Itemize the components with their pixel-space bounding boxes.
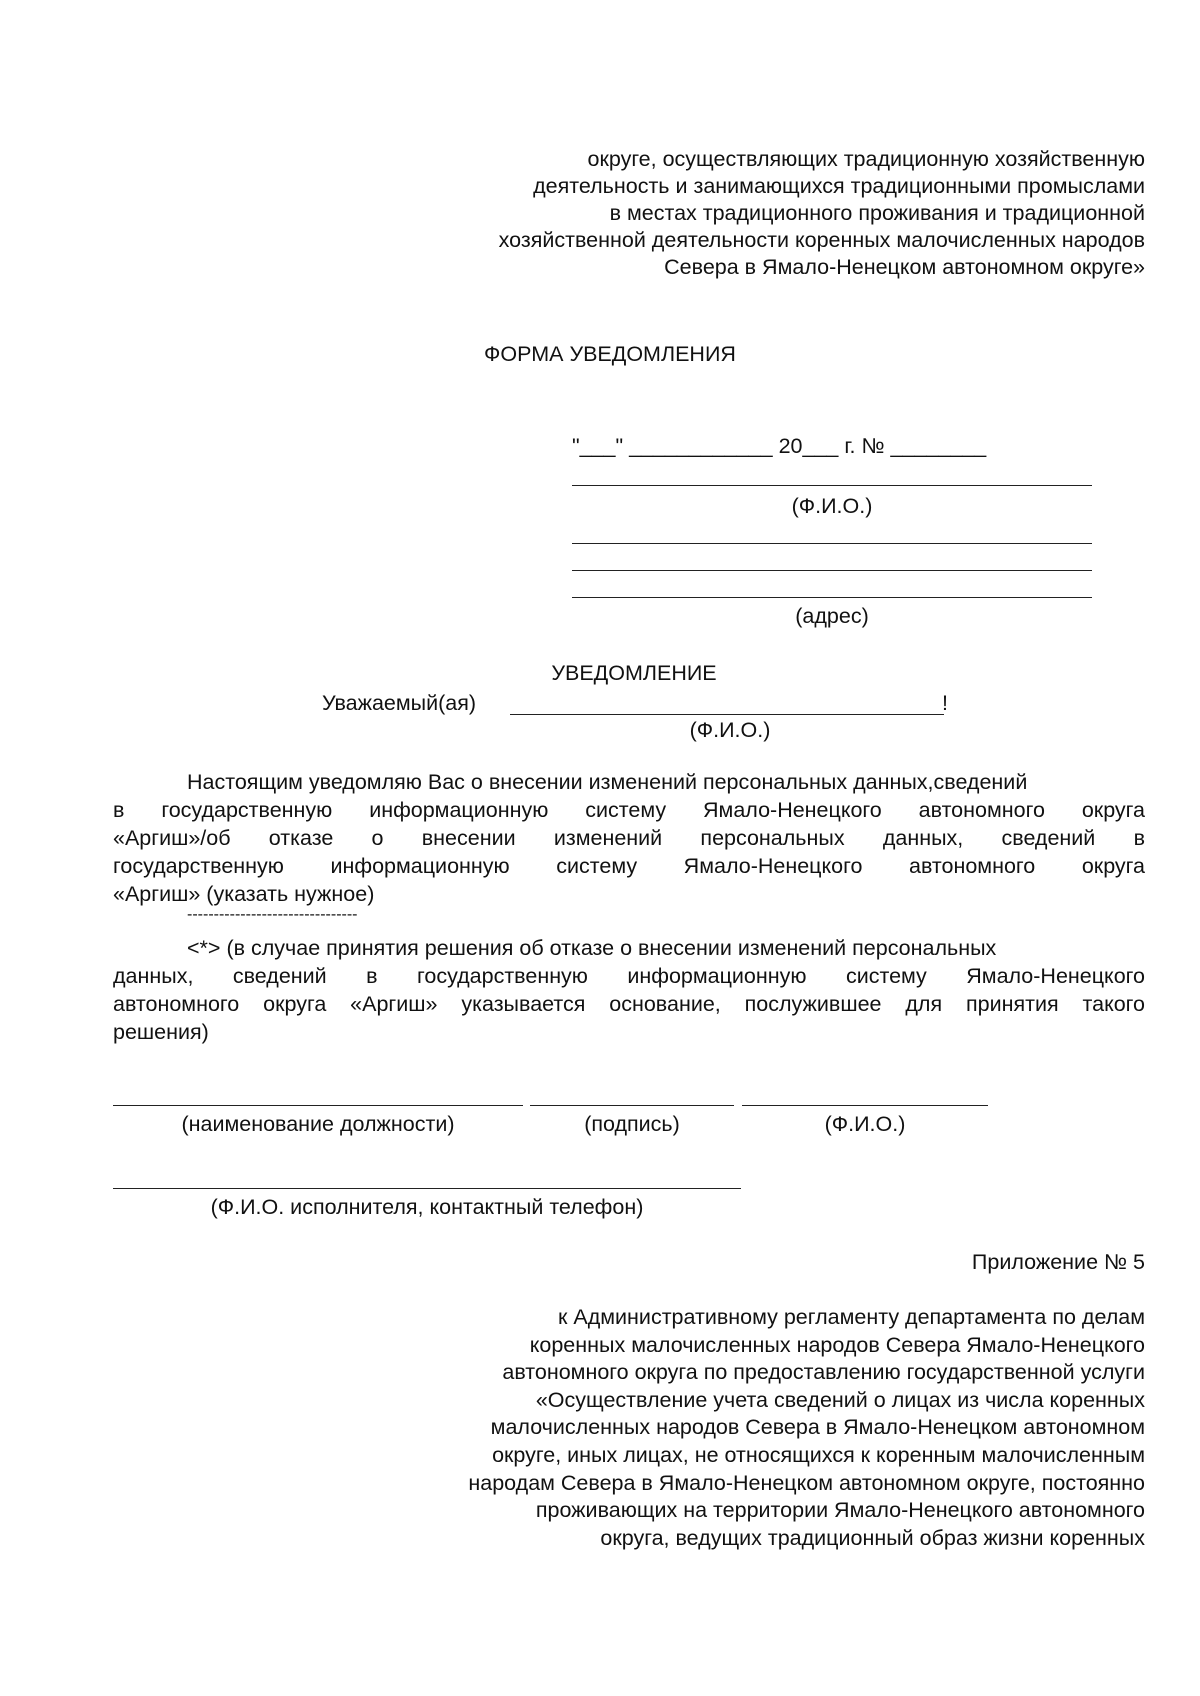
body-line: Настоящим уведомляю Вас о внесении изменений персональных данных,сведений [187, 770, 1028, 794]
address-label: (адрес) [795, 604, 869, 628]
signer-fio-line [742, 1105, 988, 1106]
footnote-paragraph [113, 934, 1145, 1046]
recipient-fio-label: (Ф.И.О.) [791, 494, 873, 518]
header-line: Севера в Ямало-Ненецком автономном округе» [664, 255, 1145, 279]
salutation-fio-label: (Ф.И.О.) [689, 718, 771, 742]
recipient-fio-line [572, 485, 1092, 486]
signer-fio-label: (Ф.И.О.) [824, 1112, 906, 1136]
footnote-separator: -------------------------------- [187, 906, 358, 923]
appendix-line: автономного округа по предоставлению государственной услуги [502, 1360, 1145, 1385]
appendix-line: «Осуществление учета сведений о лицах из числа коренных [535, 1387, 1145, 1412]
footnote-line: автономного округа «Аргиш» указывается основание, послужившее для принятия такого [113, 992, 1145, 1016]
executor-line [113, 1188, 741, 1189]
signature-label: (подпись) [584, 1112, 680, 1136]
footnote-line: решения) [113, 1020, 209, 1044]
appendix-line: народам Севера в Ямало-Ненецком автономном округе, постоянно [468, 1470, 1145, 1495]
address-line [572, 597, 1092, 598]
header-line: деятельность и занимающихся традиционными промыслами [533, 174, 1145, 198]
footnote-line: данных, сведений в государственную информационную систему Ямало-Ненецкого [113, 964, 1145, 988]
address-line [572, 570, 1092, 571]
header-line: округе, осуществляющих традиционную хозяйственную [587, 147, 1145, 171]
signature-line [530, 1105, 734, 1106]
salutation-fio-line [510, 714, 944, 715]
appendix-line: проживающих на территории Ямало-Ненецкого автономного [535, 1498, 1145, 1523]
appendix-line: к Административному регламенту департамента по делам [558, 1305, 1145, 1329]
body-line: государственную информационную систему Ямало-Ненецкого автономного округа [113, 854, 1145, 878]
appendix-block [468, 1304, 1145, 1552]
address-line [572, 543, 1092, 544]
appendix-line: округе, иных лицах, не относящихся к коренным малочисленным [492, 1442, 1145, 1467]
footnote-line: <*> (в случае принятия решения об отказе о внесении изменений персональных [187, 936, 997, 960]
notice-title: УВЕДОМЛЕНИЕ [551, 661, 717, 685]
header-line: в местах традиционного проживания и традиционной [609, 201, 1145, 225]
body-line: «Аргиш»/об отказе о внесении изменений персональных данных, сведений в [113, 826, 1145, 850]
appendix-title: Приложение № 5 [971, 1250, 1145, 1274]
position-label: (наименование должности) [181, 1112, 455, 1136]
body-line: «Аргиш» (указать нужное) [113, 882, 375, 906]
header-continuation [499, 146, 1145, 281]
appendix-line: малочисленных народов Севера в Ямало-Ненецком автономном [490, 1415, 1145, 1440]
salutation-exclamation: ! [942, 691, 948, 715]
header-line: хозяйственной деятельности коренных малочисленных народов [498, 228, 1145, 252]
salutation-text: Уважаемый(ая) [322, 691, 477, 715]
body-line: в государственную информационную систему Ямало-Ненецкого автономного округа [113, 798, 1145, 822]
appendix-line: коренных малочисленных народов Севера Ямало-Ненецкого [529, 1332, 1145, 1357]
appendix-line: округа, ведущих традиционный образ жизни коренных [600, 1525, 1145, 1550]
position-line [113, 1105, 523, 1106]
notice-body-paragraph [113, 768, 1145, 908]
form-title: ФОРМА УВЕДОМЛЕНИЯ [484, 342, 736, 366]
date-number-line: "___" ____________ 20___ г. № ________ [572, 434, 987, 458]
executor-label: (Ф.И.О. исполнителя, контактный телефон) [210, 1195, 644, 1219]
